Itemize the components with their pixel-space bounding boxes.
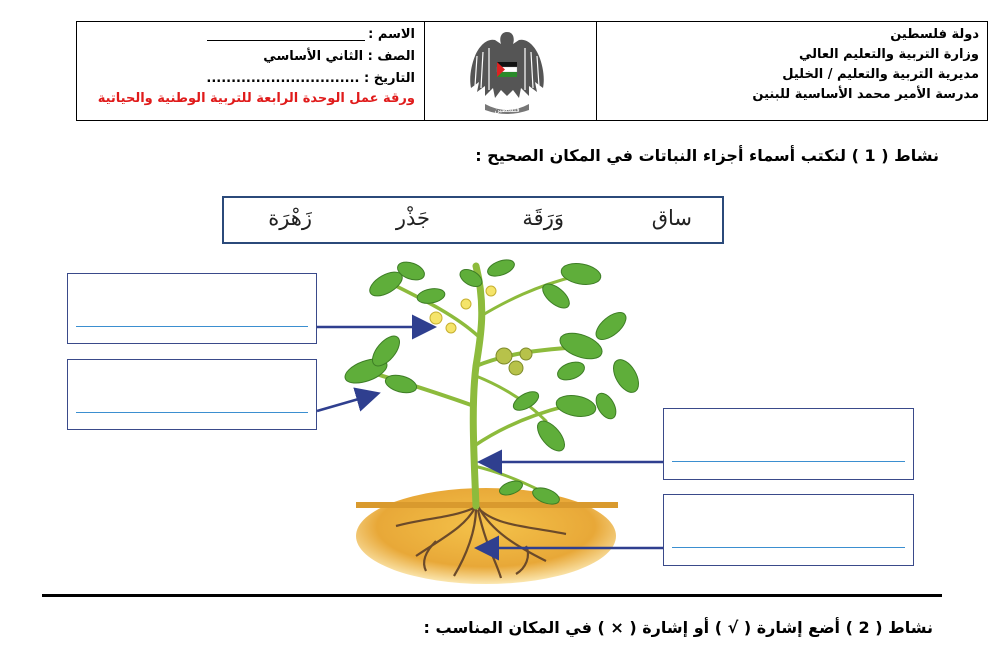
activity1-title: نشاط ( 1 ) لنكتب أسماء أجزاء النباتات في المكان الصحيح :: [475, 146, 939, 165]
ministry-name: وزارة التربية والتعليم العالي: [798, 47, 979, 62]
date-label: التاريخ : ...............................: [206, 71, 415, 86]
arrow-leaf: [317, 394, 376, 411]
word-leaf: وَرَقَة: [522, 206, 564, 230]
directorate-name: مديرية التربية والتعليم / الخليل: [782, 67, 979, 82]
word-stem: ساق: [651, 206, 692, 230]
word-root: جَذْر: [395, 206, 430, 230]
school-name: مدرسة الأمير محمد الأساسية للبنين: [752, 87, 979, 102]
section-divider: [42, 594, 942, 597]
word-flower: زَهْرَة: [268, 206, 312, 230]
emblem-text: فلسطين: [494, 106, 520, 114]
name-label: الاسم :: [368, 27, 415, 42]
state-name: دولة فلسطين: [890, 27, 979, 42]
class-label: الصف : الثاني الأساسي: [263, 49, 415, 64]
worksheet-title: ورقة عمل الوحدة الرابعة للتربية الوطنية والحياتية: [97, 91, 415, 106]
activity2-title: نشاط ( 2 ) أضع إشارة ( √ ) أو إشارة ( × ) في المكان المناسب :: [423, 618, 933, 637]
